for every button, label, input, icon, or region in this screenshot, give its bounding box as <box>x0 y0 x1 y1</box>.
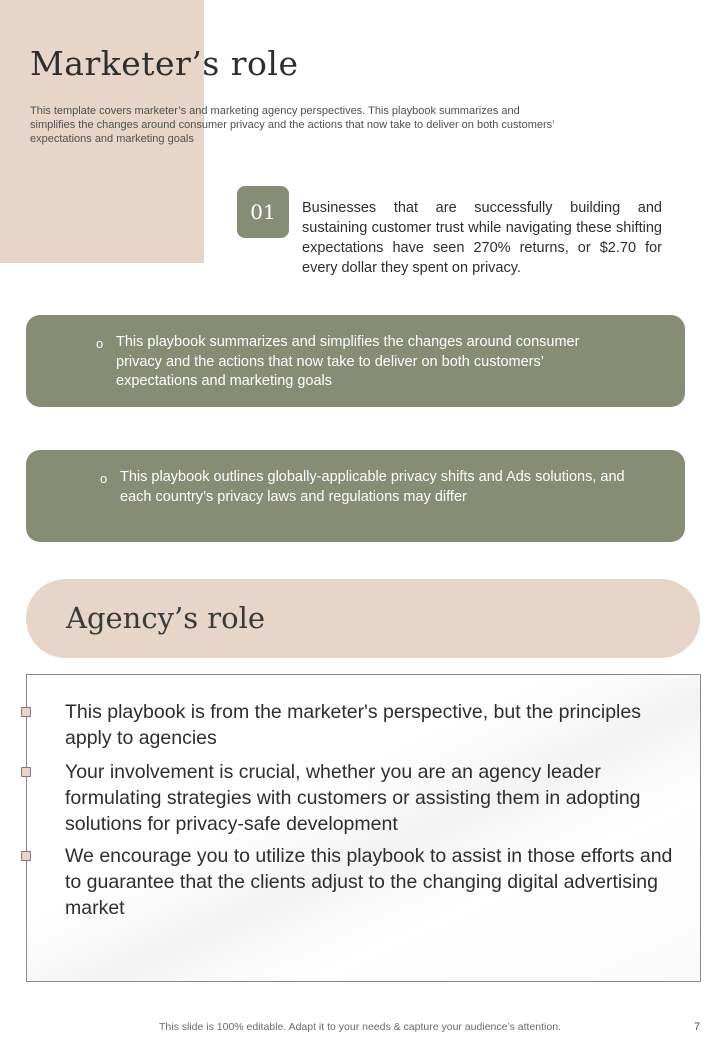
stat-paragraph: Businesses that are successfully building and sustaining customer trust while navigating these shifting expectations have seen 270% returns, or $2.70 for every dollar they spent on privacy. <box>302 200 662 276</box>
page-title: Marketer’s role <box>30 44 299 83</box>
bullet-item <box>96 333 615 392</box>
circle-bullet-icon: o <box>100 471 108 486</box>
list-item <box>65 759 675 837</box>
page-number: 7 <box>694 1021 701 1033</box>
bullet-item <box>100 468 625 507</box>
section-title: Agency’s role <box>66 601 266 635</box>
bullet-box-outline <box>26 450 685 542</box>
bullet-box-summary <box>26 315 685 407</box>
number-badge: 01 <box>237 186 289 238</box>
agency-heading-pill <box>26 579 700 658</box>
bullet-text: This playbook summarizes and simplifies the changes around consumer privacy and the actions that now take to deliver on both customers’ expectations and marketing goals <box>116 334 580 389</box>
bullet-text: This playbook outlines globally-applicable privacy shifts and Ads solutions, and each country’s privacy laws and regulations may differ <box>120 469 625 505</box>
agency-points-panel <box>26 674 701 982</box>
circle-bullet-icon: o <box>96 336 104 351</box>
list-item-text: Your involvement is crucial, whether you are an agency leader formulating strategies with customers or assisting them in adopting solutions for privacy-safe development <box>65 761 641 835</box>
square-bullet-icon <box>21 707 31 717</box>
list-item-text: We encourage you to utilize this playbook to assist in those efforts and to guarantee that the clients adjust to the changing digital advertising market <box>65 845 673 919</box>
list-item <box>65 843 675 921</box>
list-item <box>65 699 675 751</box>
list-item-text: This playbook is from the marketer's perspective, but the principles apply to agencies <box>65 701 641 749</box>
square-bullet-icon <box>21 767 31 777</box>
footer-note: This slide is 100% editable. Adapt it to your needs & capture your audience’s attention. <box>159 1021 561 1033</box>
square-bullet-icon <box>21 851 31 861</box>
intro-paragraph: This template covers marketer’s and marketing agency perspectives. This playbook summarizes and simplifies the changes around consumer privacy and the actions that now take to deliver on both customers’ expectations and marketing goals <box>30 105 555 145</box>
